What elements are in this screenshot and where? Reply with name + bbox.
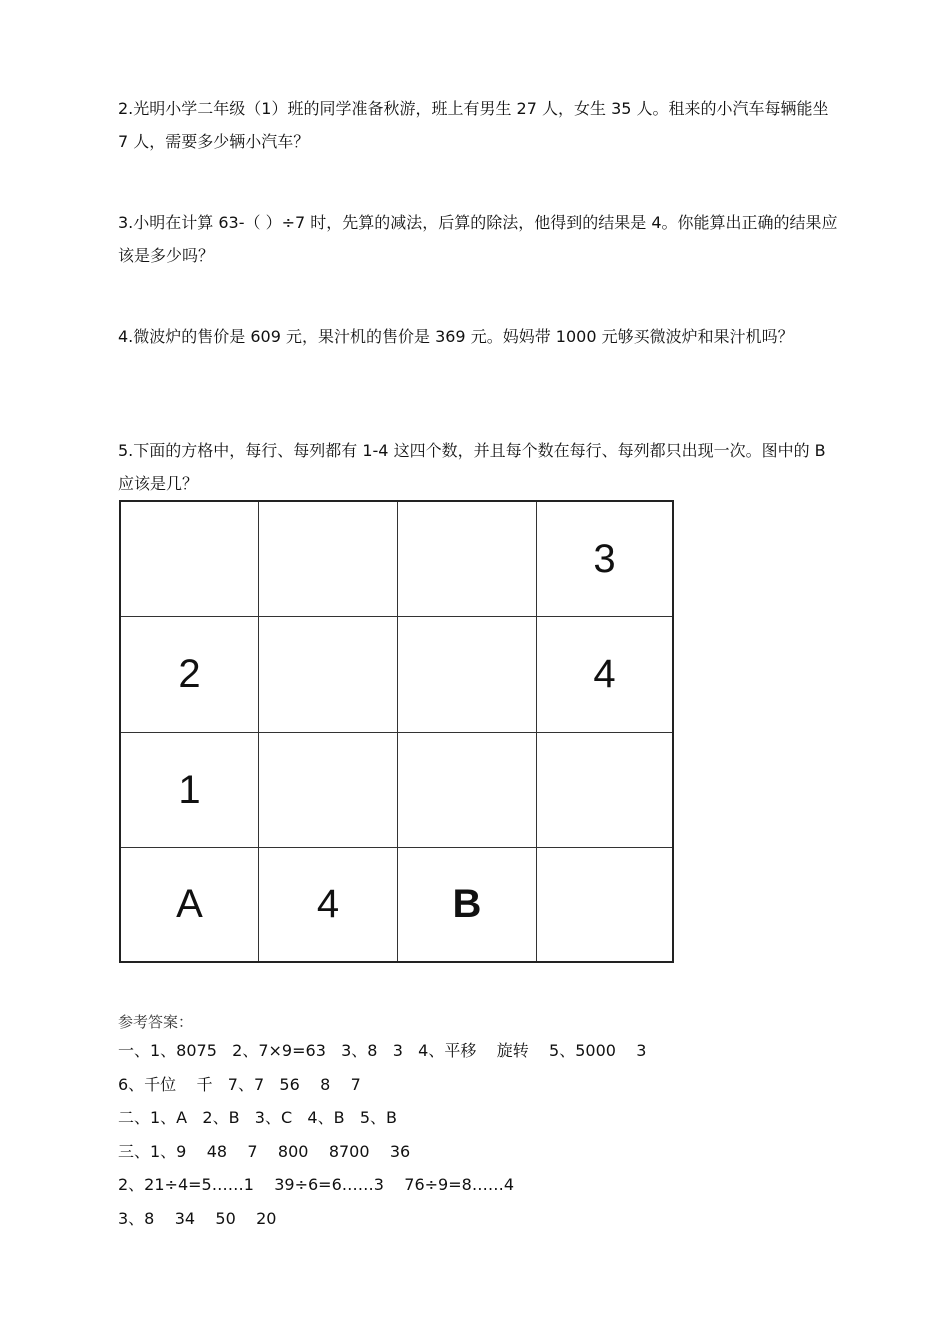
answer-line: 一、1、8075 2、7×9=63 3、8 3 4、平移 旋转 5、5000 3 [118,1041,647,1060]
grid-cell [537,848,672,961]
answer-line: 二、1、A 2、B 3、C 4、B 5、B [118,1108,397,1127]
question-5: 5.下面的方格中，每行、每列都有 1-4 这四个数，并且每个数在每行、每列都只出现一次。图中的 B 应该是几？ [118,441,826,493]
answer-line: 6、千位 千 7、7 56 8 7 [118,1074,361,1094]
answer-line: 3、8 34 50 20 [118,1208,277,1228]
grid-cell-b: B [398,848,537,961]
grid-cell: 4 [537,617,672,733]
number-grid [119,500,674,963]
grid-cell-a: A [121,848,259,961]
grid-cell: 2 [121,617,259,733]
grid-cell [121,502,259,617]
question-4: 4.微波炉的售价是 609 元，果汁机的售价是 369 元。妈妈带 1000 元够买微波炉和果汁机吗？ [118,327,794,346]
question-3: 3.小明在计算 63-（ ）÷7 时，先算的减法，后算的除法，他得到的结果是 4。你能算出正确的结果应该是多少吗？ [118,213,838,265]
grid-cell [398,502,537,617]
answer-line: 2、21÷4=5……1 39÷6=6……3 76÷9=8……4 [118,1175,515,1194]
grid-cell: 4 [259,848,398,961]
grid-cell: 1 [121,733,259,848]
grid-cell [537,733,672,848]
answer-line: 三、1、9 48 7 800 8700 36 [118,1141,411,1161]
answer-section [118,1010,838,1235]
grid-cell [259,502,398,617]
answers-title: 参考答案： [118,1013,194,1031]
grid-cell [398,733,537,848]
grid-cell: 3 [537,502,672,617]
grid-cell [259,733,398,848]
grid-cell [259,617,398,733]
grid-cell [398,617,537,733]
question-2: 2.光明小学二年级（1）班的同学准备秋游，班上有男生 27 人，女生 35 人。租来的小汽车每辆能坐 7 人，需要多少辆小汽车？ [118,99,829,151]
